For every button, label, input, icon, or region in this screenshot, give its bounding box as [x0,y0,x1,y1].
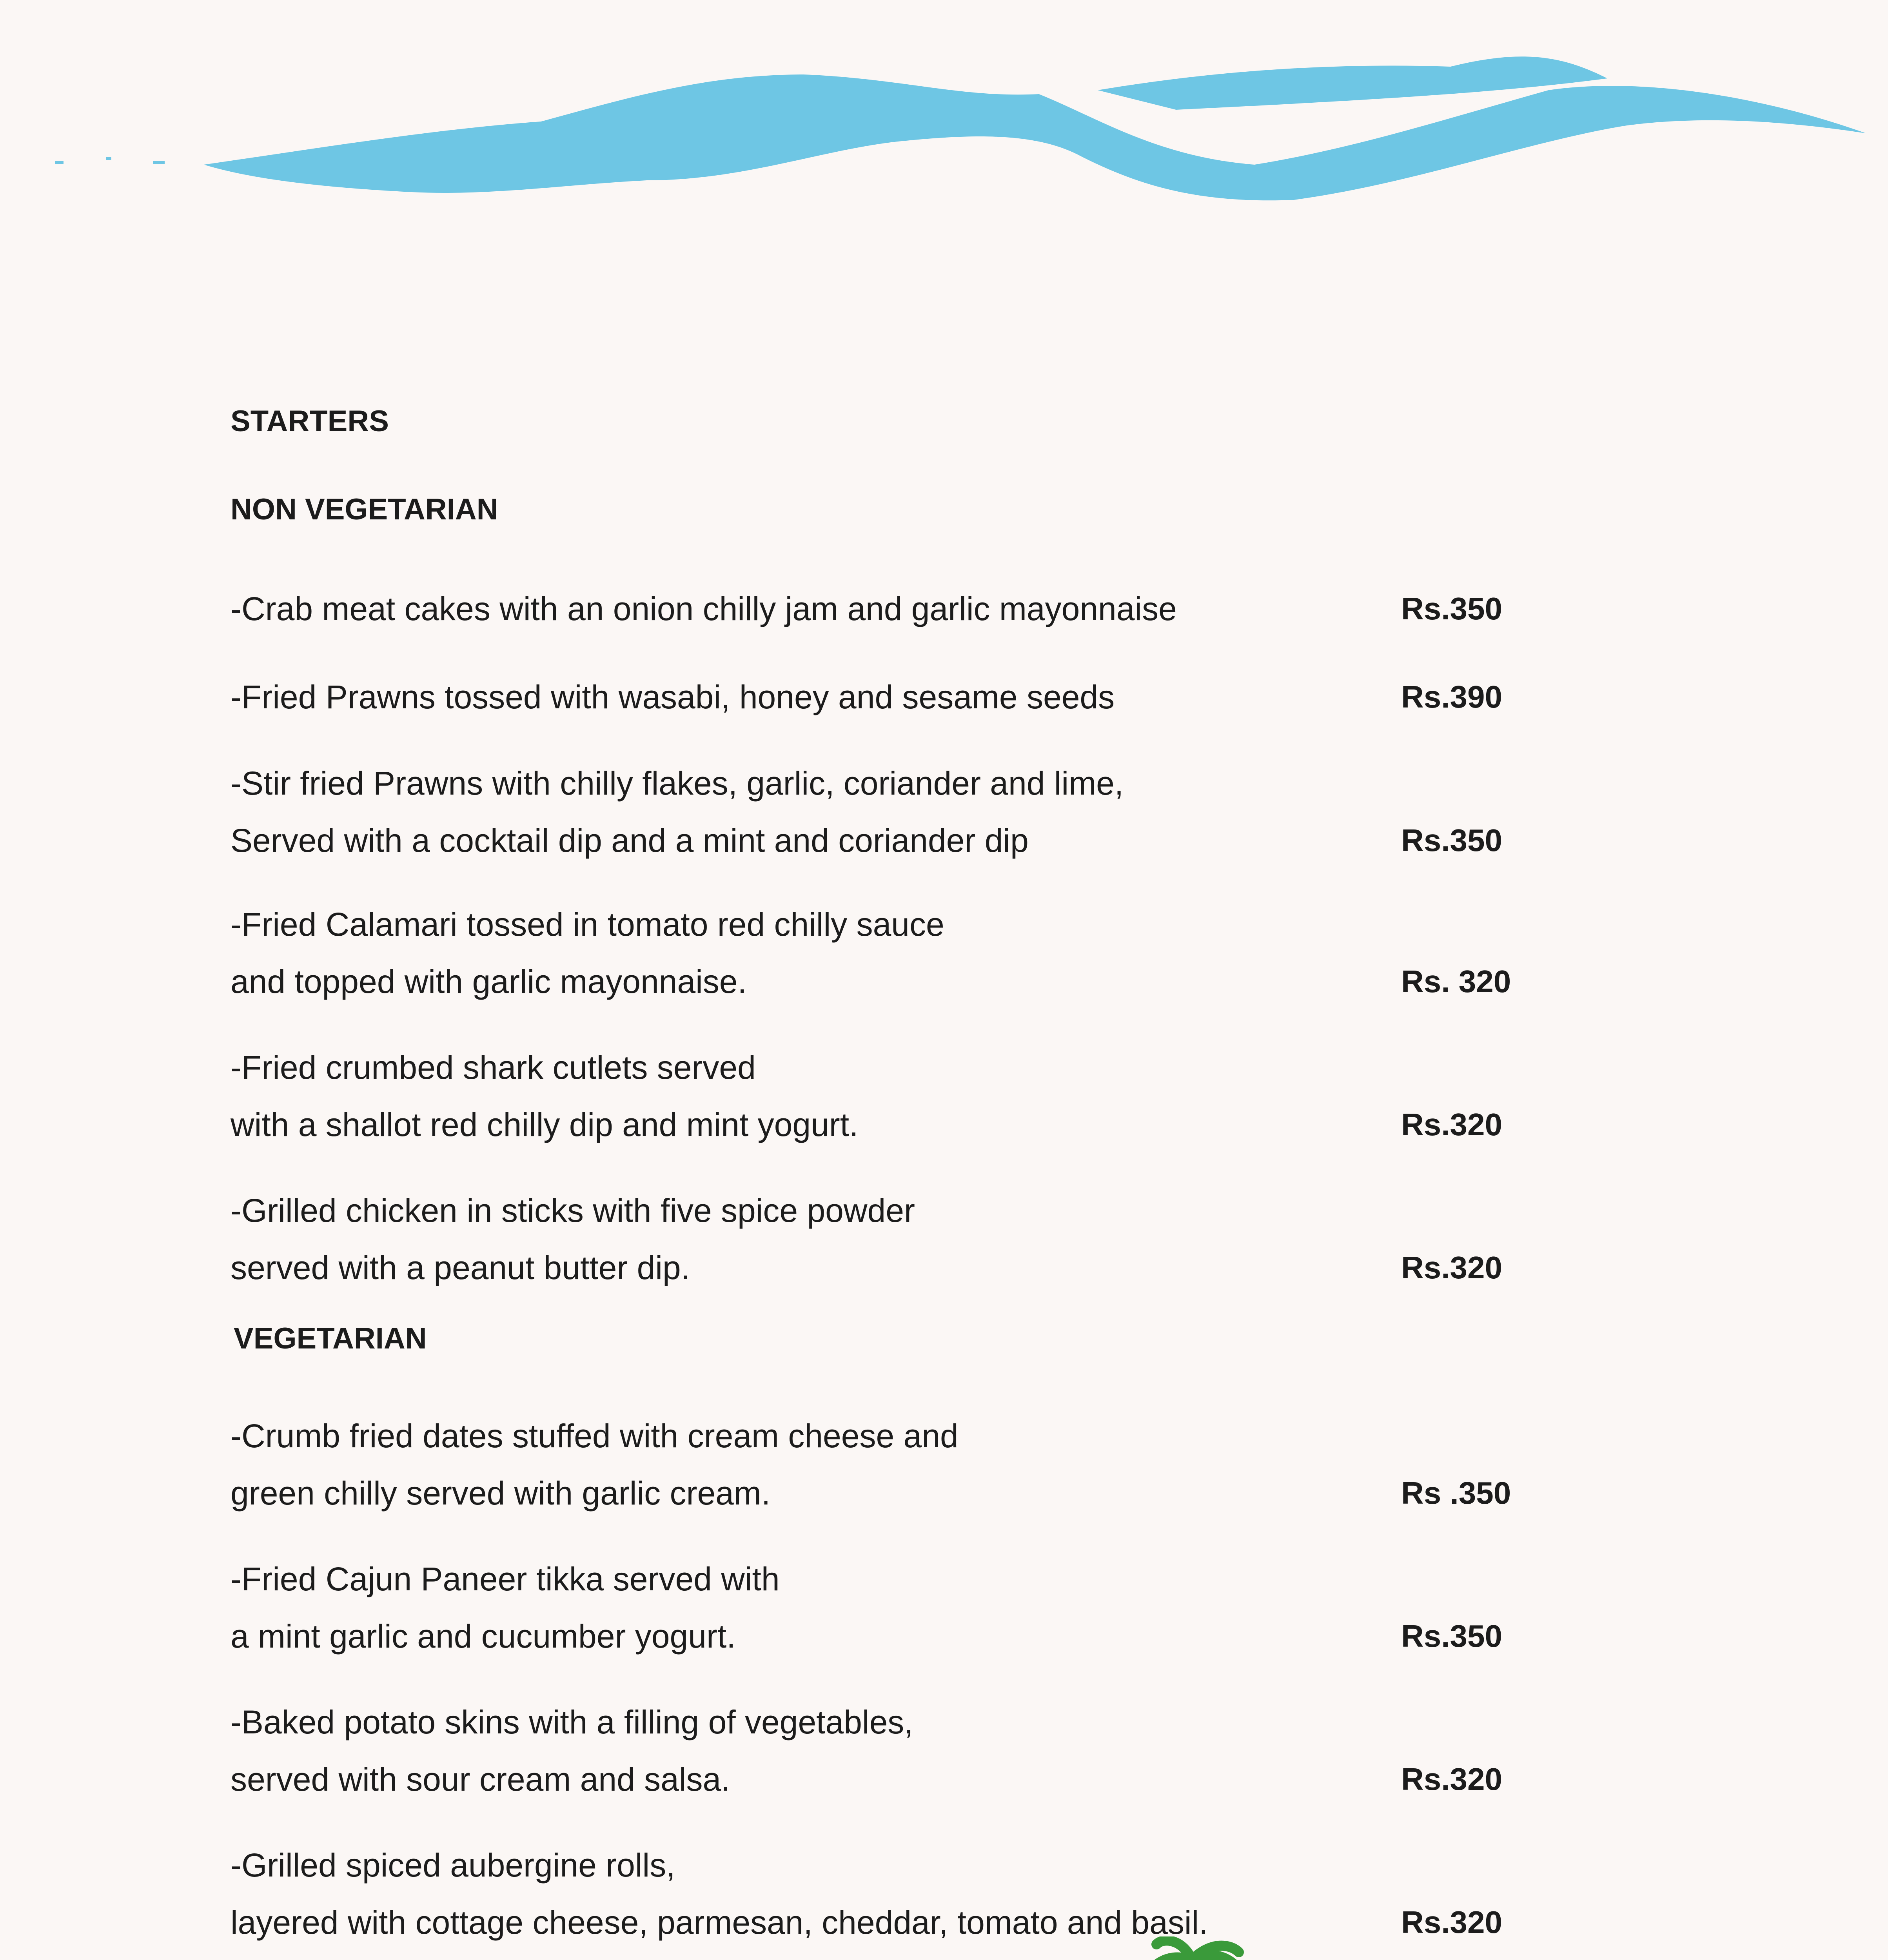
menu-item-description: -Fried Prawns tossed with wasabi, honey and sesame seeds [231,679,1115,715]
menu-item-description: green chilly served with garlic cream. [231,1475,771,1512]
menu-item-price: Rs .350 [1401,1475,1511,1510]
menu-item-price: Rs.350 [1401,823,1502,858]
menu-item-price: Rs.390 [1401,679,1502,714]
menu-item-description: -Grilled chicken in sticks with five spice powder [231,1192,915,1229]
menu-item-description: -Fried Calamari tossed in tomato red chilly sauce [231,906,944,943]
menu-item-description: layered with cottage cheese, parmesan, cheddar, tomato and basil. [231,1904,1208,1941]
menu-item-description: -Fried Cajun Paneer tikka served with [231,1561,780,1597]
menu-item-description: Served with a cocktail dip and a mint and coriander dip [231,822,1029,859]
menu-item-description: -Stir fried Prawns with chilly flakes, garlic, coriander and lime, [231,765,1124,802]
category-title-vegetarian: VEGETARIAN [234,1322,427,1355]
menu-item-description: -Crumb fried dates stuffed with cream cheese and [231,1417,959,1454]
menu-item-description: -Crab meat cakes with an onion chilly jam and garlic mayonnaise [231,590,1177,627]
menu-item-description: served with a peanut butter dip. [231,1249,690,1286]
menu-item-description: a mint garlic and cucumber yogurt. [231,1618,736,1655]
menu-item-description: served with sour cream and salsa. [231,1761,730,1798]
menu-item-description: and topped with garlic mayonnaise. [231,963,747,1000]
menu-item-price: Rs.350 [1401,1619,1502,1653]
menu-item-description: -Fried crumbed shark cutlets served [231,1049,756,1086]
menu-item-price: Rs.320 [1401,1762,1502,1797]
menu-item-description: with a shallot red chilly dip and mint yogurt. [231,1106,859,1143]
menu-item-price: Rs. 320 [1401,964,1511,999]
menu-item-price: Rs.320 [1401,1905,1502,1940]
menu-item-price: Rs.350 [1401,591,1502,626]
menu-item-description: -Grilled spiced aubergine rolls, [231,1847,675,1884]
brush-wave-decoration [0,0,1888,220]
section-title-starters: STARTERS [231,405,389,438]
menu-item-price: Rs.320 [1401,1250,1502,1285]
category-title-non-vegetarian: NON VEGETARIAN [231,493,498,526]
menu-item-description: -Baked potato skins with a filling of vegetables, [231,1704,913,1740]
beach-club-logo [1066,1936,1850,1960]
menu-item-price: Rs.320 [1401,1107,1502,1142]
